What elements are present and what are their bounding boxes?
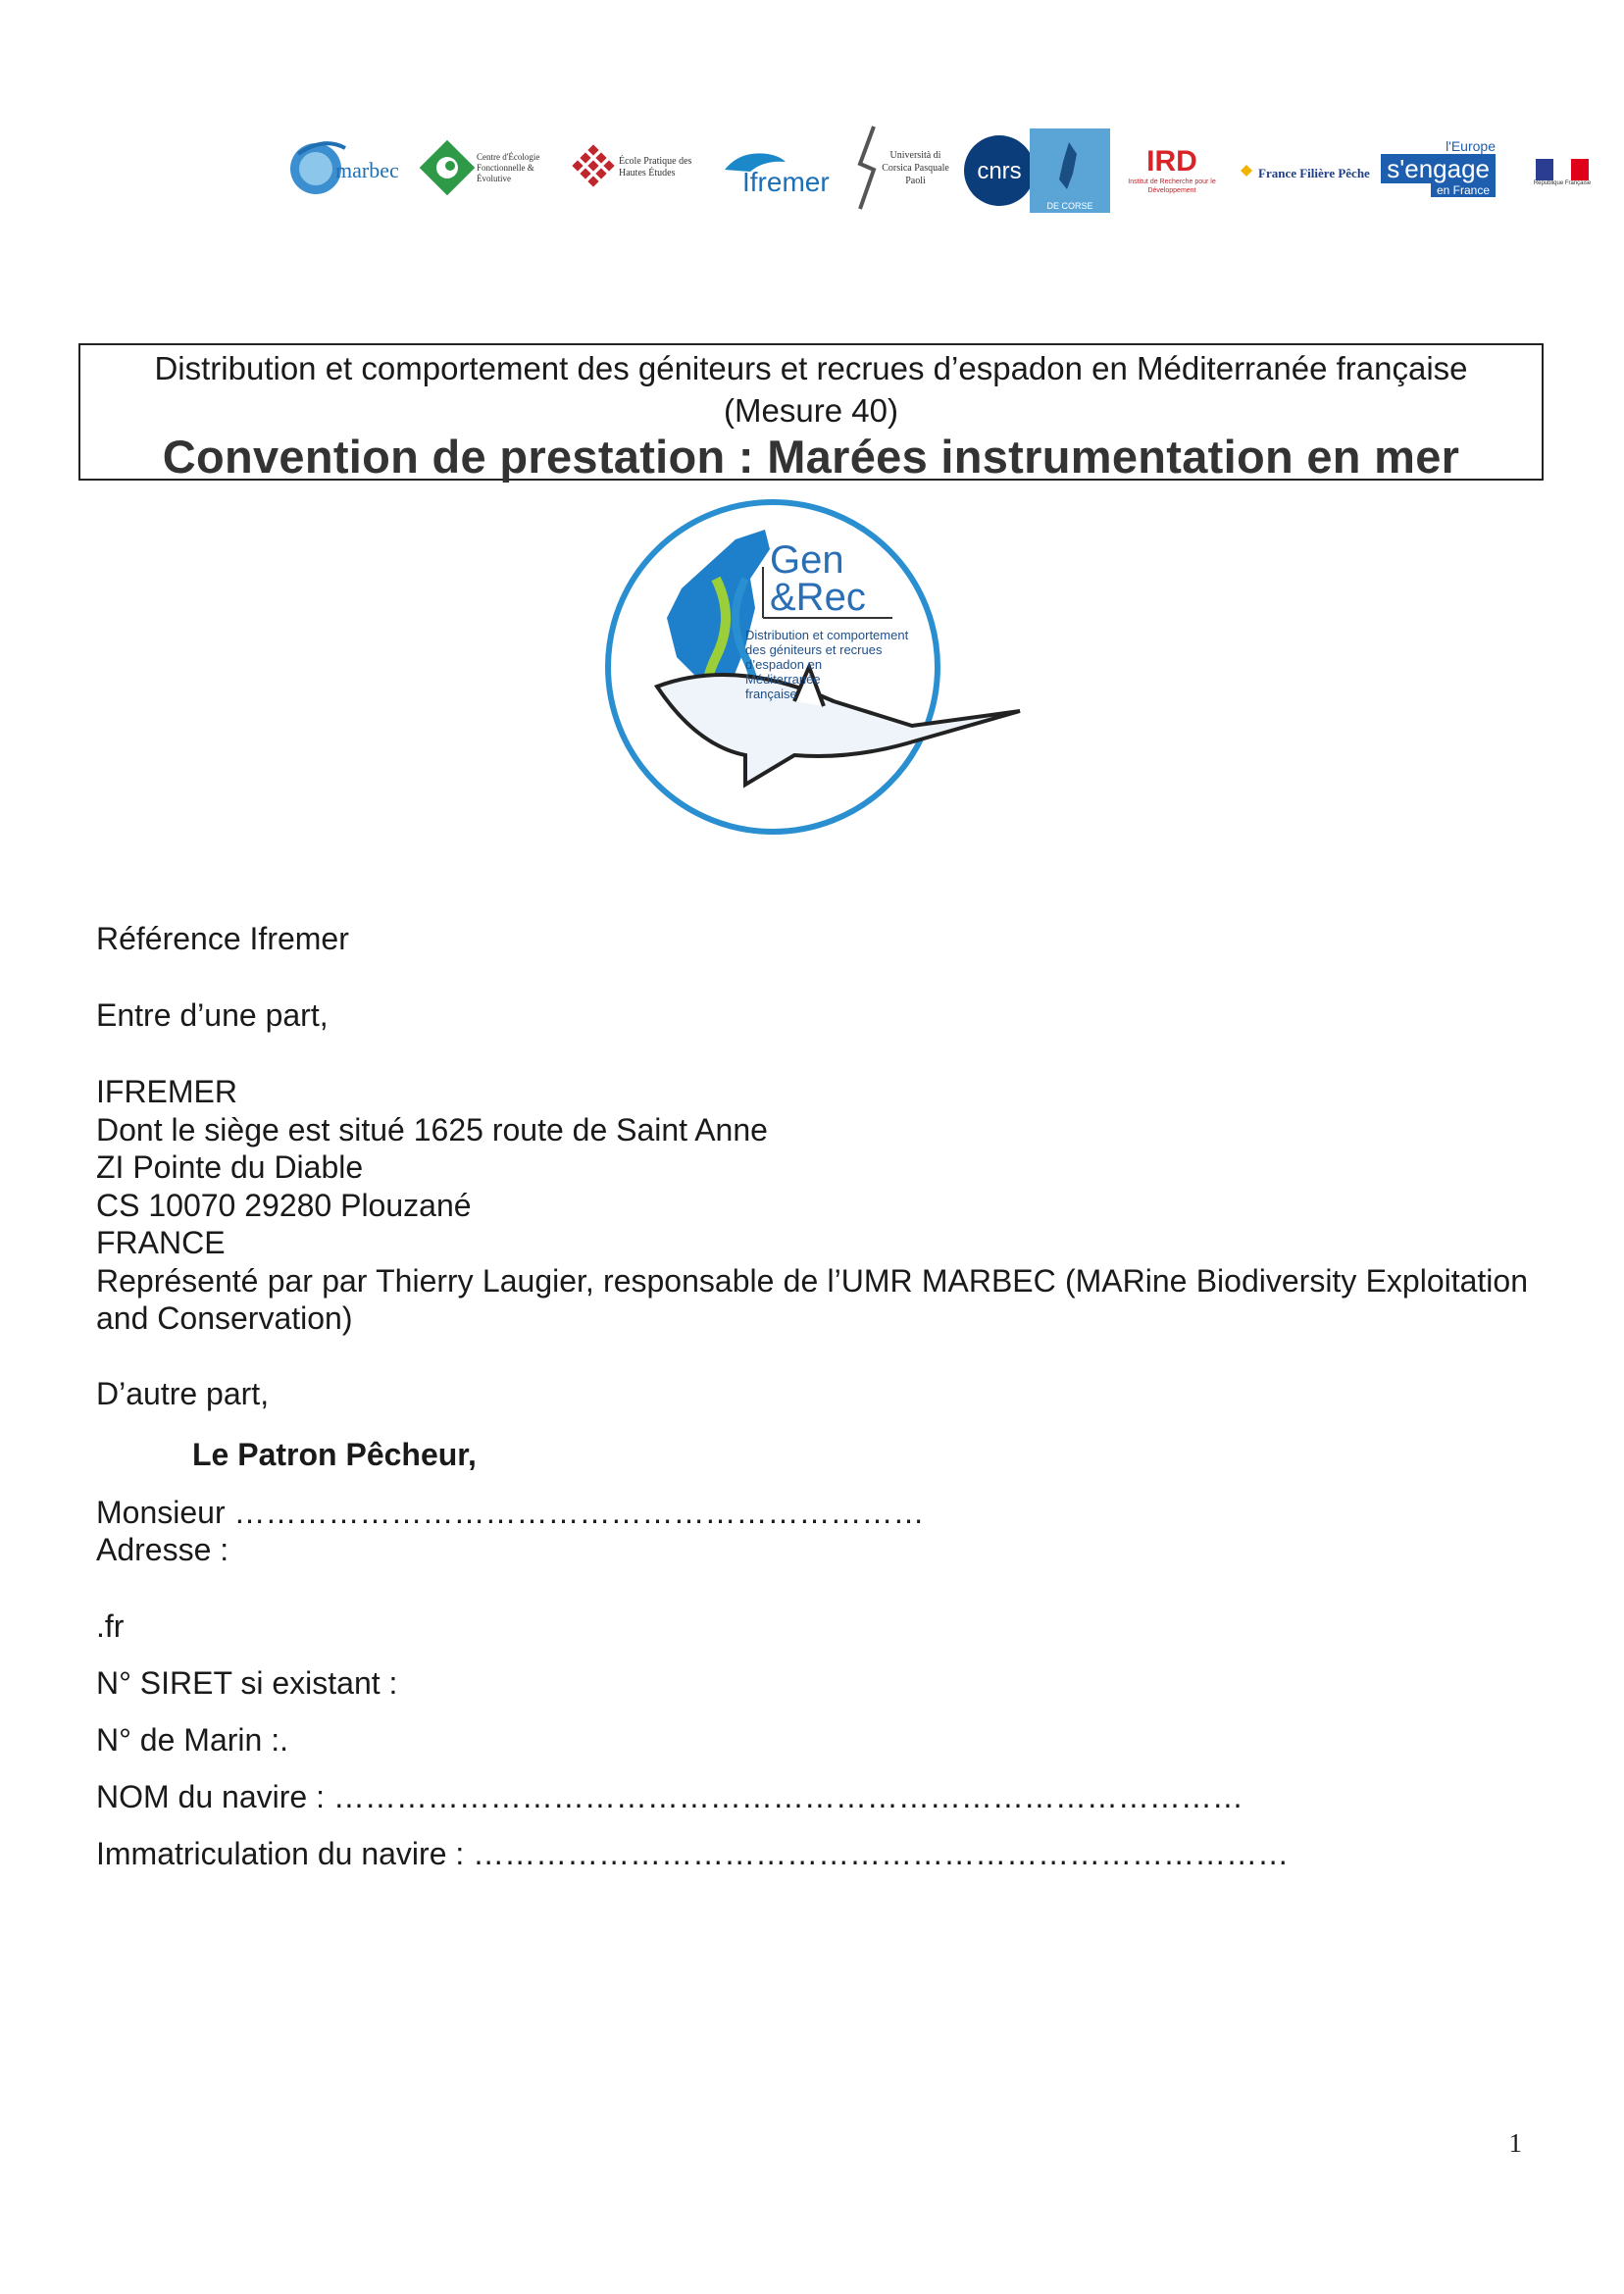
- vessel-name-field: NOM du navire : ……………………………………………………………………………: [96, 1779, 1243, 1814]
- reference-line: Référence Ifremer: [96, 921, 349, 956]
- cefe-emblem: [418, 138, 477, 197]
- marbec-text: marbec: [335, 158, 399, 182]
- representative-line: Représenté par par Thierry Laugier, responsable de l’UMR MARBEC (MARine Biodiversity Exploitation and Conservation): [96, 1262, 1528, 1336]
- republique-francaise-logo: [1530, 130, 1595, 215]
- genrec-project-logo: [598, 490, 1030, 843]
- genrec-name-line1: Gen: [770, 538, 844, 582]
- ird-subtext: Institut de Recherche pour le Développement: [1128, 178, 1216, 194]
- cnrs-text: cnrs: [977, 158, 1022, 184]
- address-line: CS 10070 29280 Plouzané: [96, 1187, 472, 1223]
- monsieur-field: Monsieur …………………………………………………………: [96, 1495, 925, 1530]
- europe-sub-text: en France: [1431, 183, 1496, 197]
- first-party-intro: Entre d’une part,: [96, 997, 329, 1033]
- ifremer-address-block: [96, 1073, 1528, 1338]
- ephe-logo: [564, 140, 711, 195]
- party-name: IFREMER: [96, 1074, 237, 1109]
- genrec-caption-line: Méditerranée: [745, 672, 821, 687]
- ifremer-text: Ifremer: [742, 167, 830, 197]
- partner-logos-strip: [284, 123, 1599, 230]
- second-party-intro: D’autre part,: [96, 1376, 270, 1411]
- cefe-logo: [417, 132, 554, 203]
- cefe-text: Centre d'Écologie Fonctionnelle & Évolutive: [477, 151, 540, 183]
- genrec-caption-line: française: [745, 687, 797, 701]
- address-line: Dont le siège est situé 1625 route de Saint Anne: [96, 1111, 768, 1147]
- document-title: Convention de prestation : Marées instrumentation en mer: [162, 431, 1460, 483]
- europe-top-text: l'Europe: [1446, 138, 1496, 154]
- corse-emblem: [1030, 128, 1110, 213]
- ifremer-logo: [721, 140, 853, 199]
- universita-corsica-logo: [853, 123, 956, 213]
- france-filiere-peche-logo: [1231, 146, 1370, 195]
- genrec-name-line2: &Rec: [770, 576, 866, 619]
- vessel-registration-field: Immatriculation du navire : ……………………………………………………………………: [96, 1836, 1290, 1871]
- corse-text: DE CORSE: [1046, 201, 1093, 211]
- marin-number-field: N° de Marin :.: [96, 1722, 288, 1758]
- ird-logo: [1123, 136, 1221, 205]
- europe-main-text: s'engage: [1381, 154, 1496, 183]
- ephe-text: École Pratique des Hautes Études: [619, 156, 692, 178]
- universita-emblem: [856, 125, 878, 211]
- email-domain-field: .fr: [96, 1608, 125, 1644]
- ird-text: IRD: [1146, 145, 1197, 178]
- siret-field: N° SIRET si existant :: [96, 1665, 398, 1701]
- marbec-emblem: [284, 134, 407, 203]
- project-subtitle-line2: (Mesure 40): [724, 392, 898, 429]
- ffp-emblem: [1231, 146, 1370, 195]
- universita-text: Università di Corsica Pasquale Paoli: [882, 149, 949, 186]
- marbec-logo: [284, 134, 407, 203]
- genrec-caption: [745, 628, 912, 701]
- ephe-emblem: [568, 142, 619, 193]
- address-line: ZI Pointe du Diable: [96, 1149, 364, 1185]
- ifremer-emblem: [721, 140, 853, 199]
- republique-text: République Française: [1533, 179, 1592, 186]
- page-number: 1: [1508, 2128, 1522, 2158]
- address-country: FRANCE: [96, 1225, 226, 1260]
- genrec-caption-line: Distribution et comportement: [745, 628, 909, 642]
- cnrs-emblem: [962, 133, 1037, 208]
- genrec-caption-line: d’espadon en: [745, 657, 823, 672]
- marianne-flag-icon: [1536, 159, 1589, 180]
- title-box: [78, 343, 1544, 481]
- genrec-caption-line: des géniteurs et recrues: [745, 642, 883, 657]
- adresse-field: Adresse :: [96, 1532, 229, 1567]
- corse-logo: [1030, 128, 1110, 213]
- ffp-text: France Filière Pêche: [1258, 166, 1370, 180]
- project-subtitle-line1: Distribution et comportement des géniteurs et recrues d’espadon en Méditerranée française: [154, 350, 1468, 386]
- europe-sengage-logo: [1358, 128, 1496, 207]
- patron-pecheur-heading: Le Patron Pêcheur,: [192, 1437, 477, 1472]
- cnrs-logo: [961, 132, 1038, 209]
